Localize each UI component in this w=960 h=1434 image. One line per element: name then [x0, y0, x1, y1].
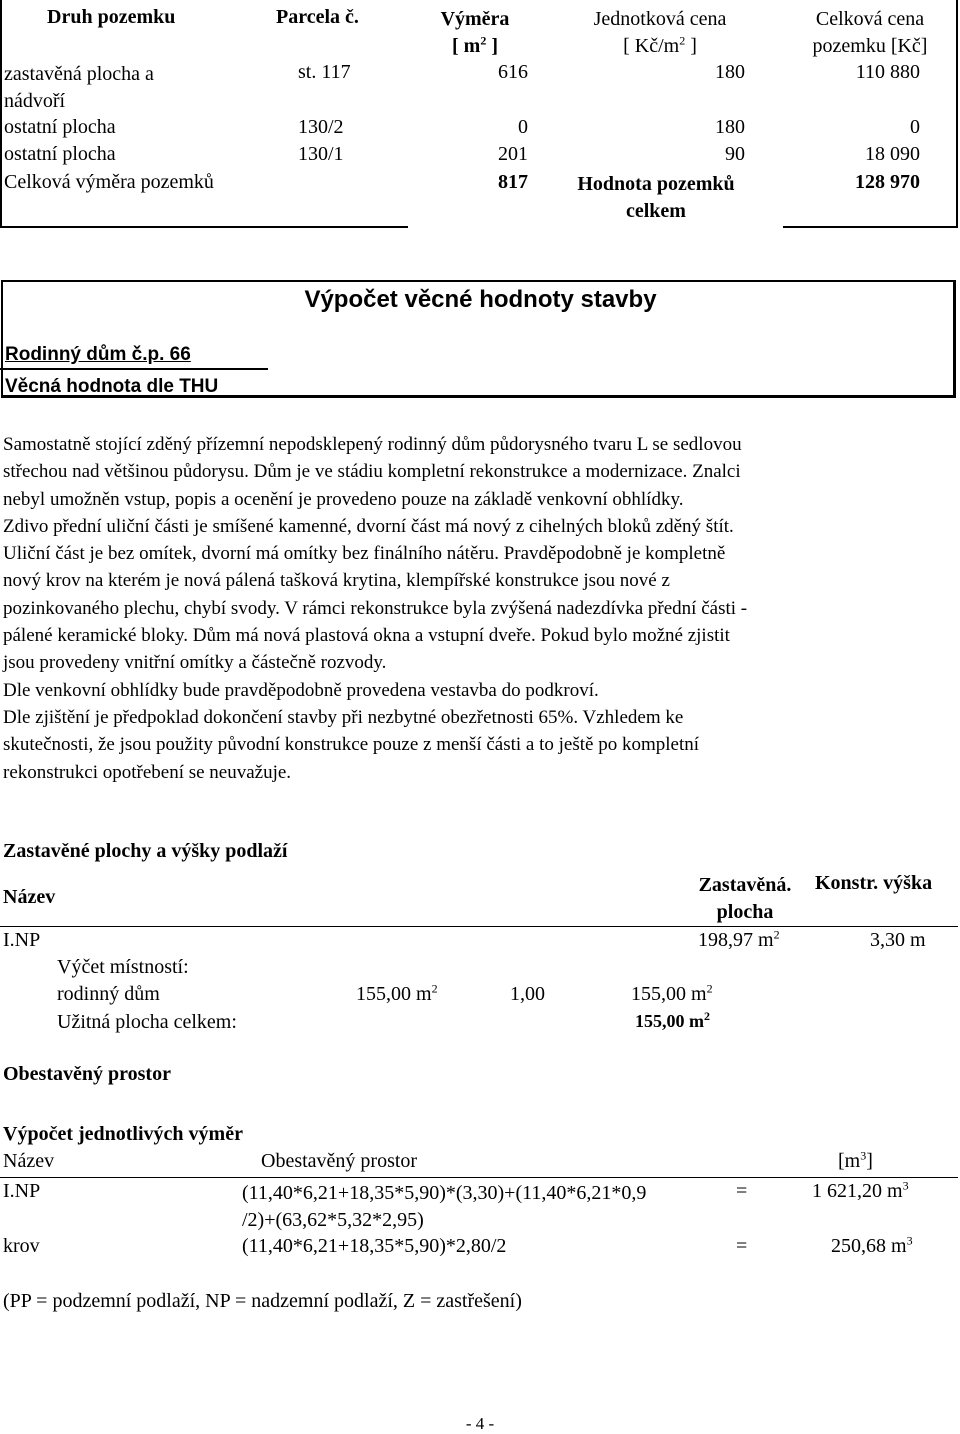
- row-type: zastavěná plocha a nádvoří: [4, 63, 154, 112]
- room-name: rodinný dům: [57, 983, 160, 1005]
- section-title: Výpočet věcné hodnoty stavby: [304, 286, 657, 313]
- table-bottom-border-left: [0, 226, 408, 228]
- method-underline: [0, 368, 268, 370]
- summary-area-value: 817: [498, 171, 528, 193]
- row-type: ostatní plocha: [4, 116, 116, 138]
- row-area: 0: [518, 116, 528, 138]
- description-line: rekonstrukci opotřebení se neuvažuje.: [3, 761, 292, 783]
- volume-row-eq: =: [736, 1180, 748, 1202]
- table-row: [0, 61, 956, 115]
- summary-value-total: 128 970: [855, 171, 920, 193]
- description-line: jsou provedeny vnitřní omítky a částečně rozvody.: [3, 652, 387, 674]
- description-line: pozinkovaného plechu, chybí svody. V rámci rekonstrukce byla zvýšená nadezdívka přední části -: [3, 597, 748, 619]
- volume-calc-title: Výpočet jednotlivých výměr: [3, 1123, 243, 1145]
- description-line: Dle venkovní obhlídky bude pravděpodobně provedena vestavba do podkroví.: [3, 679, 599, 701]
- row-area: 616: [498, 61, 528, 83]
- description-line: střechou nad většinou půdorysu. Dům je ve stádiu kompletní rekonstrukce a modernizace. Znalci: [3, 461, 741, 483]
- header-type: Druh pozemku: [47, 6, 176, 28]
- volume-header-line: [0, 1177, 958, 1178]
- description-line: nový krov na kterém je nová pálená tašková krytina, klempířské konstrukce jsou nové z: [3, 570, 670, 592]
- table-summary: [0, 171, 956, 225]
- row-unit-price: 180: [715, 61, 745, 83]
- usable-value: 155,00 $m^2$: [635, 1009, 710, 1031]
- section-header-box: [1, 280, 956, 398]
- room-coef: 1,00: [510, 983, 545, 1005]
- usable-label: Užitná plocha celkem:: [57, 1011, 237, 1033]
- description-line: nebyl umožněn vstup, popis a ocenění je provedeno pouze na základě venkovní obhlídky.: [3, 488, 684, 510]
- floor-row-name: I.NP: [3, 929, 41, 951]
- header-parcel: Parcela č.: [276, 6, 359, 28]
- volume-row: [0, 1235, 958, 1262]
- volume-legend: (PP = podzemní podlaží, NP = nadzemní podlaží, Z = zastřešení): [3, 1290, 522, 1312]
- volume-row: [0, 1180, 958, 1234]
- description-line: Dle zjištění je předpoklad dokončení stavby při nezbytné obezřetnosti 65%. Vzhledem ke: [3, 706, 684, 728]
- volume-col-name: Název: [3, 1150, 55, 1172]
- valuation-method: Věcná hodnota dle THU: [5, 376, 219, 397]
- volume-row-formula: (11,40*6,21+18,35*5,90)*2,80/2: [242, 1235, 507, 1257]
- table-row: [0, 143, 956, 170]
- row-total: 0: [910, 116, 920, 138]
- volume-col-formula: Obestavěný prostor: [261, 1150, 418, 1172]
- row-total: 110 880: [855, 61, 920, 83]
- volume-col-unit: $[m^3]$: [838, 1148, 873, 1172]
- volume-row-value: 1 621,20 $m^3$: [812, 1178, 909, 1202]
- table-right-border: [956, 0, 958, 228]
- row-area: 201: [498, 143, 528, 165]
- volume-title: Obestavěný prostor: [3, 1063, 171, 1085]
- floors-col-height: Konstr. výška: [815, 872, 933, 894]
- header-total: Celková cena pozemku [Kč]: [812, 8, 928, 57]
- row-total: 18 090: [865, 143, 920, 165]
- building-description: [3, 431, 953, 786]
- row-parcel: 130/1: [298, 143, 344, 165]
- description-line: pálené keramické bloky. Dům má nová plastová okna a vstupní dveře. Pokud bylo možné zjistit: [3, 625, 730, 647]
- floors-col-area: Zastavěná. plocha: [698, 874, 792, 923]
- summary-area-label: Celková výměra pozemků: [4, 171, 214, 193]
- building-name: Rodinný dům č.p. 66: [5, 344, 191, 365]
- floors-title: Zastavěné plochy a výšky podlaží: [3, 840, 288, 862]
- volume-row-name: I.NP: [3, 1180, 41, 1202]
- row-unit-price: 90: [725, 143, 745, 165]
- room-result: 155,00 $m^2$: [631, 981, 713, 1005]
- table-bottom-border-right: [783, 226, 958, 228]
- table-row: [0, 116, 956, 143]
- row-type: ostatní plocha: [4, 143, 116, 165]
- volume-row-name: krov: [3, 1235, 40, 1257]
- floor-row-height: 3,30 m: [870, 929, 926, 951]
- floor-row-area: 198,97 $m^2$: [698, 927, 780, 951]
- description-line: skutečnosti, že jsou použity původní konstrukce pouze z menší části a to ještě po kompletní: [3, 734, 699, 756]
- page-number: - 4 -: [465, 1414, 495, 1433]
- description-line: Samostatně stojící zděný přízemní nepodsklepený rodinný dům půdorysného tvaru L se sedlovou: [3, 434, 742, 455]
- description-line: Zdivo přední uliční části je smíšené kamenné, dvorní část má nový z cihelných bloků zděný štít.: [3, 515, 734, 537]
- row-parcel: 130/2: [298, 116, 344, 138]
- floors-header-line: [0, 926, 958, 927]
- header-area: Výměra [ $m^2$ ]: [440, 8, 510, 57]
- summary-value-label: Hodnota pozemků celkem: [577, 173, 735, 222]
- row-parcel: st. 117: [298, 61, 351, 83]
- volume-row-formula: (11,40*6,21+18,35*5,90)*(3,30)+(11,40*6,21*0,9 /2)+(63,62*5,32*2,95): [242, 1182, 647, 1231]
- rooms-label: Výčet místností:: [57, 956, 189, 978]
- volume-row-eq: =: [736, 1235, 748, 1257]
- floors-col-name: Název: [3, 886, 56, 908]
- row-unit-price: 180: [715, 116, 745, 138]
- room-area: 155,00 $m^2$: [356, 981, 438, 1005]
- volume-row-value: 250,68 $m^3$: [831, 1233, 913, 1257]
- header-unit-price: Jednotková cena [ $Kč/m^2$ ]: [593, 8, 727, 57]
- description-line: Uliční část je bez omítek, dvorní má omítky bez finálního nátěru. Pravděpodobně je kompletně: [3, 543, 726, 565]
